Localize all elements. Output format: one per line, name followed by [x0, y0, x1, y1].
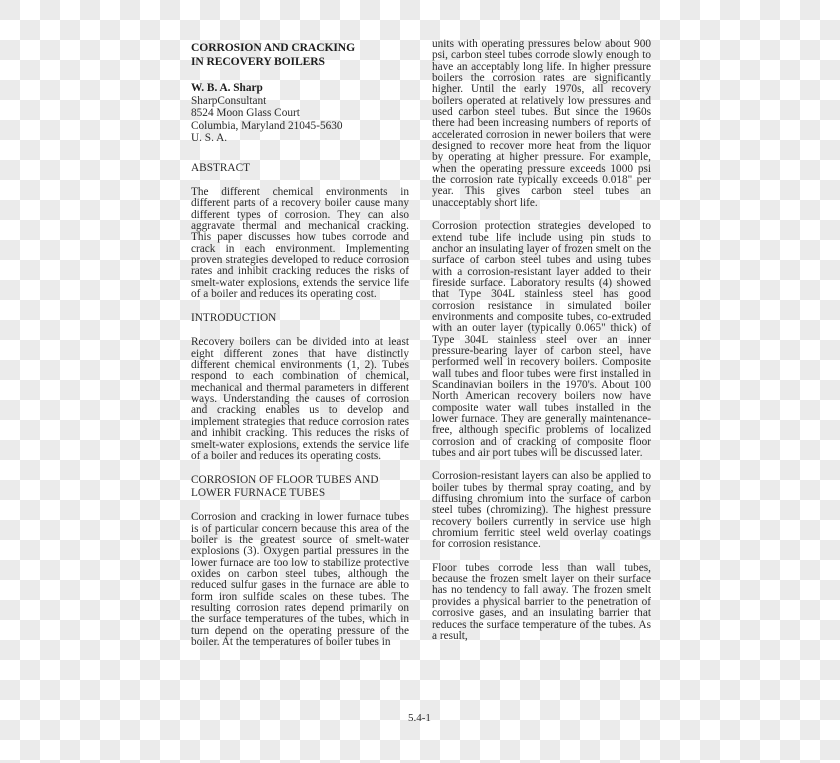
floor-tubes-heading: [191, 474, 409, 500]
floor-tubes-heading-line-1: CORROSION OF FLOOR TUBES AND: [191, 474, 379, 487]
left-column: [191, 41, 409, 648]
title-line-1: CORROSION AND CRACKING: [191, 41, 355, 54]
paper-title: [191, 41, 409, 69]
floor-tubes-paragraph-3: Corrosion-resistant layers can also be applied to boiler tubes by thermal spray coating, and by diffusing chromium into the surface of carbon steel tubes (chromizing). The highest pressure recovery boilers currently in service use high chromium ferritic steel weld overlay coatings for corrosion resistance.: [432, 470, 651, 551]
floor-tubes-paragraph-1-continued: units with operating pressures below about 900 psi, carbon steel tubes corrode slowly enough to have an acceptably long life. In higher pressure boilers the corrosion rates are significantly higher. Until the early 1970s, all recovery boilers operated at relatively low pressures and used carbon steel tubes. But since the 1960s there had been increasing numbers of reports of accelerated corrosion in newer boilers that were designed to recover more heat from the liquor by operating at higher pressure. For example, when the operating pressure exceeds 1000 psi the corrosion rate typically exceeds 0.018" per year. This gives carbon steel tubes an unacceptably short life.: [432, 38, 651, 209]
author-name: W. B. A. Sharp: [191, 82, 263, 94]
abstract-heading: ABSTRACT: [191, 161, 251, 174]
author-affiliation: SharpConsultant: [191, 94, 267, 107]
author-address-line-1: 8524 Moon Glass Court: [191, 107, 300, 120]
floor-tubes-paragraph-2: Corrosion protection strategies developed to extend tube life include using pin studs to anchor an insulating layer of frozen smelt on the surface of carbon steel tubes and using tubes with a corrosion-resistant layer added to their fireside surface. Laboratory results (4) showed that Type 304L stainless steel has good corrosion resistance in simulated boiler environments and composite tubes, co-extruded with an outer layer (typically 0.065" thick) of Type 304L stainless steel over an inner pressure-bearing layer of carbon steel, have performed well in recovery boilers. Composite wall tubes and floor tubes were first installed in Scandinavian boilers in the 1970's. About 100 North American recovery boilers now have composite water wall tubes installed in the lower furnace. They are generally maintenance-free, although specific problems of localized corrosion and of cracking of composite floor tubes and air port tubes will be discussed later.: [432, 220, 651, 460]
floor-tubes-paragraph-1: Corrosion and cracking in lower furnace tubes is of particular concern because this area of the boiler is the greatest source of smelt-water explosions (3). Oxygen partial pressures in the lower furnace are too low to stabilize protective oxides on carbon steel tubes, although the reduced sulfur gases in the furnace are able to form iron sulfide scales on these tubes. The resulting corrosion rates depend primarily on the surface temperatures of the tubes, which in turn depend on the operating pressure of the boiler. At the temperatures of boiler tubes in: [191, 511, 409, 648]
floor-tubes-heading-line-2: LOWER FURNACE TUBES: [191, 487, 326, 500]
page-number: 5.4-1: [408, 712, 431, 724]
abstract-text: The different chemical environments in different parts of a recovery boiler cause many different types of corrosion. They can also aggravate thermal and mechanical cracking. This paper discusses how tubes corrode and crack in each environment. Implementing proven strategies developed to reduce corrosion rates and inhibit cracking reduces the risks of smelt-water explosions, extends the service life of a boiler and reduces its operating cost.: [191, 185, 409, 301]
author-country: U. S. A.: [191, 132, 228, 145]
introduction-heading: INTRODUCTION: [191, 312, 277, 325]
title-line-2: IN RECOVERY BOILERS: [191, 55, 325, 68]
floor-tubes-paragraph-4: Floor tubes corrode less than wall tubes, because the frozen smelt layer on their surface has no tendency to fall away. The frozen smelt provides a physical barrier to the penetration of corrosive gases, and an insulating barrier that reduces the surface temperature of the tubes. As a result,: [432, 561, 651, 642]
author-block: [191, 82, 409, 145]
introduction-text: Recovery boilers can be divided into at least eight different zones that have distinctly different chemical environments (1, 2). Tubes respond to each combination of chemical, mechanical and thermal parameters in different ways. Understanding the causes of corrosion and cracking enables us to develop and implement strategies that reduce corrosion rates and inhibit cracking. This reduces the risks of smelt-water explosions, extends the service life of a boiler and reduces its operating costs.: [191, 336, 409, 462]
right-column: [432, 39, 651, 642]
author-address-line-2: Columbia, Maryland 21045-5630: [191, 119, 343, 132]
